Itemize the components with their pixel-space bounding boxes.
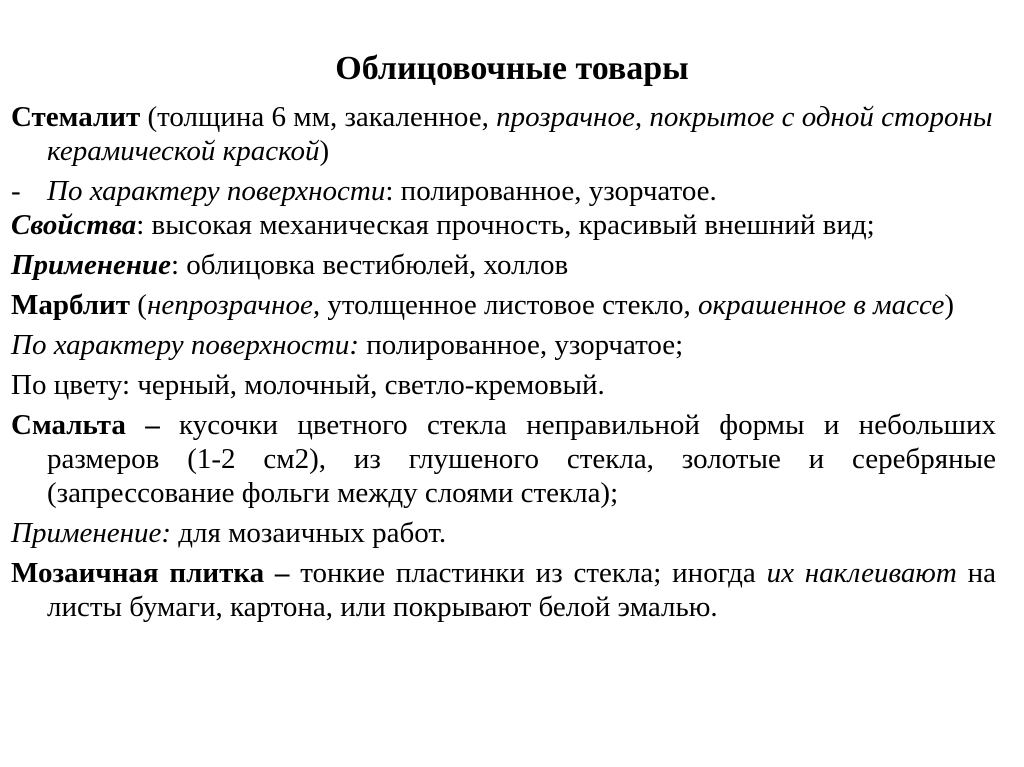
slide-title: Облицовочные товары — [335, 50, 689, 87]
usage-paragraph-1 — [11, 248, 996, 282]
properties-paragraph — [11, 208, 996, 242]
dash-bullet: - — [11, 175, 21, 207]
marblit-close: ) — [944, 289, 955, 321]
stemalit-desc-close: ) — [319, 135, 330, 167]
marblit-term: Марблит — [11, 289, 131, 321]
surface-label-1: По характеру поверхности — [47, 175, 386, 207]
usage-label-1: Применение — [11, 249, 171, 281]
marblit-middle: утолщенное листовое стекло, — [320, 289, 699, 321]
usage-label-2: Применение: — [11, 517, 171, 549]
mosaic-term: Мозаичная плитка – — [11, 557, 290, 589]
mosaic-italic: их наклеивают — [766, 557, 957, 589]
mosaic-desc-2: на листы бумаги, картона, или покрывают белой эмалью. — [47, 557, 997, 623]
surface-paragraph-2 — [11, 328, 996, 362]
stemalit-paragraph — [11, 100, 996, 168]
stemalit-desc-italic: прозрачное, покрытое с одной стороны керамической краской — [47, 101, 993, 167]
color-paragraph: По цвету: черный, молочный, светло-кремовый. — [11, 369, 605, 401]
smalta-paragraph — [11, 408, 996, 510]
surface-label-2: По характеру поверхности: — [11, 329, 360, 361]
properties-label: Свойства — [11, 209, 137, 241]
properties-value: : высокая механическая прочность, красивый внешний вид; — [136, 209, 875, 241]
marblit-colored: окрашенное в массе — [698, 289, 945, 321]
stemalit-term: Стемалит — [11, 101, 141, 133]
mosaic-paragraph — [11, 556, 996, 624]
slide-content — [11, 100, 996, 624]
usage-value-1: : облицовка вестибюлей, холлов — [171, 249, 569, 281]
marblit-open: ( — [130, 289, 147, 321]
smalta-desc: кусочки цветного стекла неправильной формы и небольших размеров (1-2 см2), из глушеного стекла, золотые и серебряные (запрессование фольги между слоями стекла); — [47, 409, 996, 509]
smalta-term: Смальта – — [11, 409, 160, 441]
stemalit-desc-plain: (толщина 6 мм, закаленное, — [140, 101, 497, 133]
mosaic-desc-1: тонкие пластинки из стекла; иногда — [289, 557, 767, 589]
usage-value-2: для мозаичных работ. — [171, 517, 447, 549]
usage-paragraph-2 — [11, 516, 996, 550]
surface-value-2: полированное, узорчатое; — [359, 329, 684, 361]
marblit-opaque: непрозрачное, — [146, 289, 321, 321]
surface-value-1: : полированное, узорчатое. — [385, 175, 717, 207]
surface-paragraph-1 — [11, 174, 996, 208]
marblit-paragraph — [11, 288, 996, 322]
